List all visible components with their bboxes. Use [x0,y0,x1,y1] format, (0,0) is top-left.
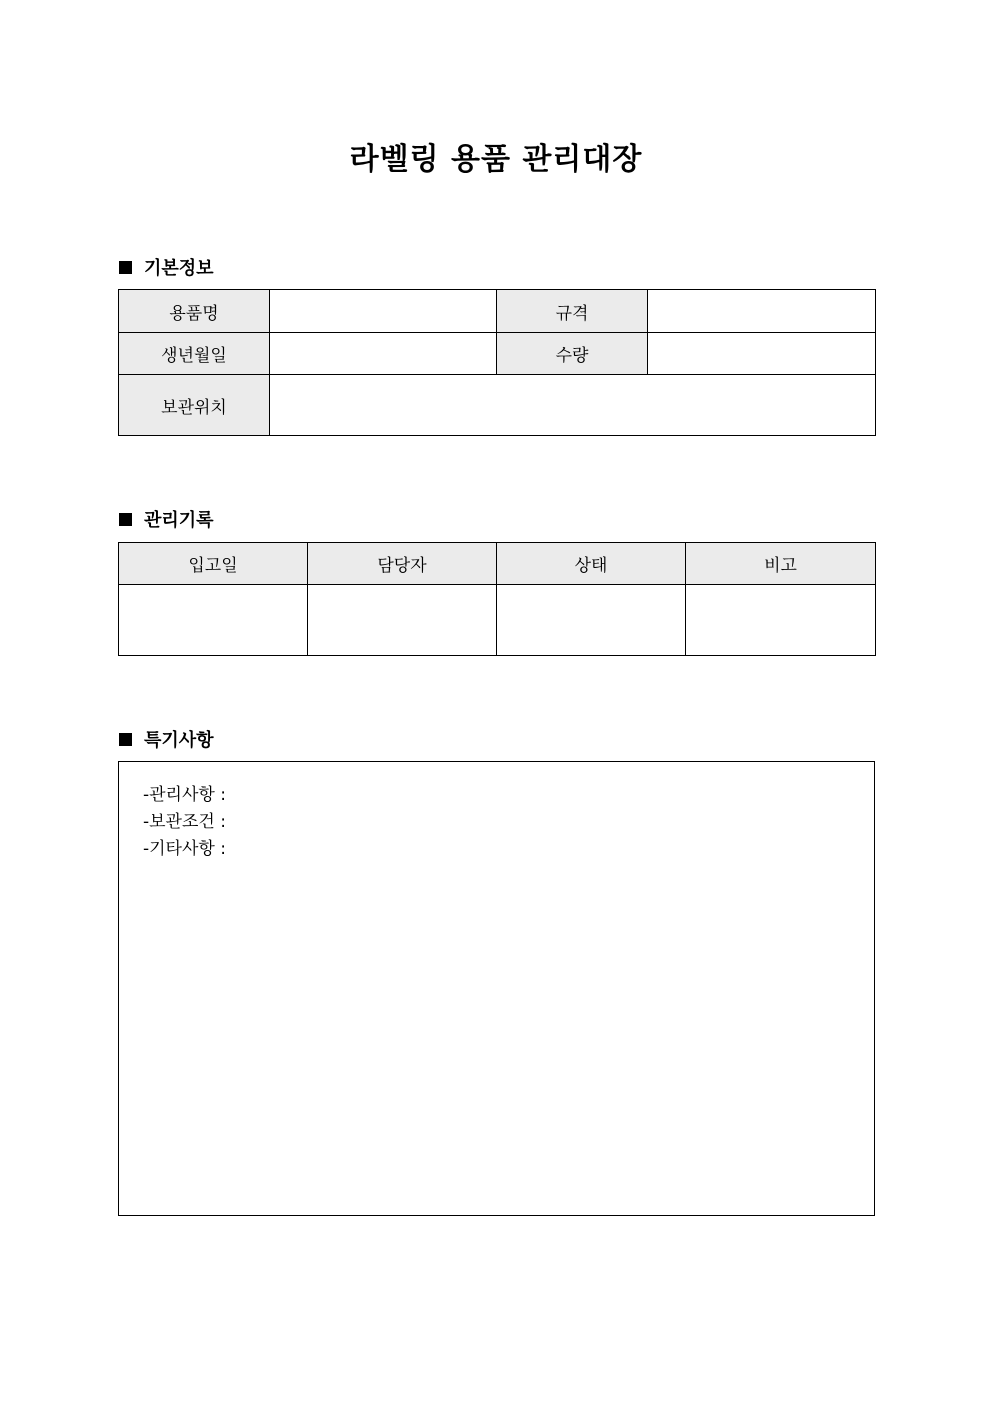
record-manager-cell[interactable] [308,585,497,656]
table-row [119,333,876,375]
location-field[interactable] [270,375,876,436]
notes-lines [143,782,226,863]
basic-info-heading-text: 기본정보 [144,258,214,279]
column-header-remarks: 비고 [686,543,876,585]
record-status-cell[interactable] [497,585,686,656]
table-row [119,585,876,656]
records-heading-text: 관리기록 [144,510,214,531]
note-line-storage: -보관조건 : [143,812,226,832]
quantity-label: 수량 [497,333,648,375]
column-header-manager: 담당자 [308,543,497,585]
item-name-label: 용품명 [119,290,270,333]
table-header-row [119,543,876,585]
birthdate-field[interactable] [270,333,497,375]
square-bullet-icon [119,261,132,274]
notes-heading [119,726,214,752]
location-label: 보관위치 [119,375,270,436]
records-table [118,542,876,656]
record-remarks-cell[interactable] [686,585,876,656]
table-row [119,290,876,333]
spec-field[interactable] [648,290,876,333]
note-line-other: -기타사항 : [143,839,226,859]
quantity-field[interactable] [648,333,876,375]
notes-box[interactable] [118,761,875,1216]
page-title: 라벨링 용품 관리대장 [349,142,643,177]
basic-info-table [118,289,876,436]
square-bullet-icon [119,733,132,746]
spec-label: 규격 [497,290,648,333]
note-line-management: -관리사항 : [143,785,226,805]
birthdate-label: 생년월일 [119,333,270,375]
item-name-field[interactable] [270,290,497,333]
column-header-date: 입고일 [119,543,308,585]
notes-heading-text: 특기사항 [144,730,214,751]
column-header-status: 상태 [497,543,686,585]
record-date-cell[interactable] [119,585,308,656]
basic-info-heading [119,254,214,280]
table-row [119,375,876,436]
square-bullet-icon [119,513,132,526]
records-heading [119,506,214,532]
